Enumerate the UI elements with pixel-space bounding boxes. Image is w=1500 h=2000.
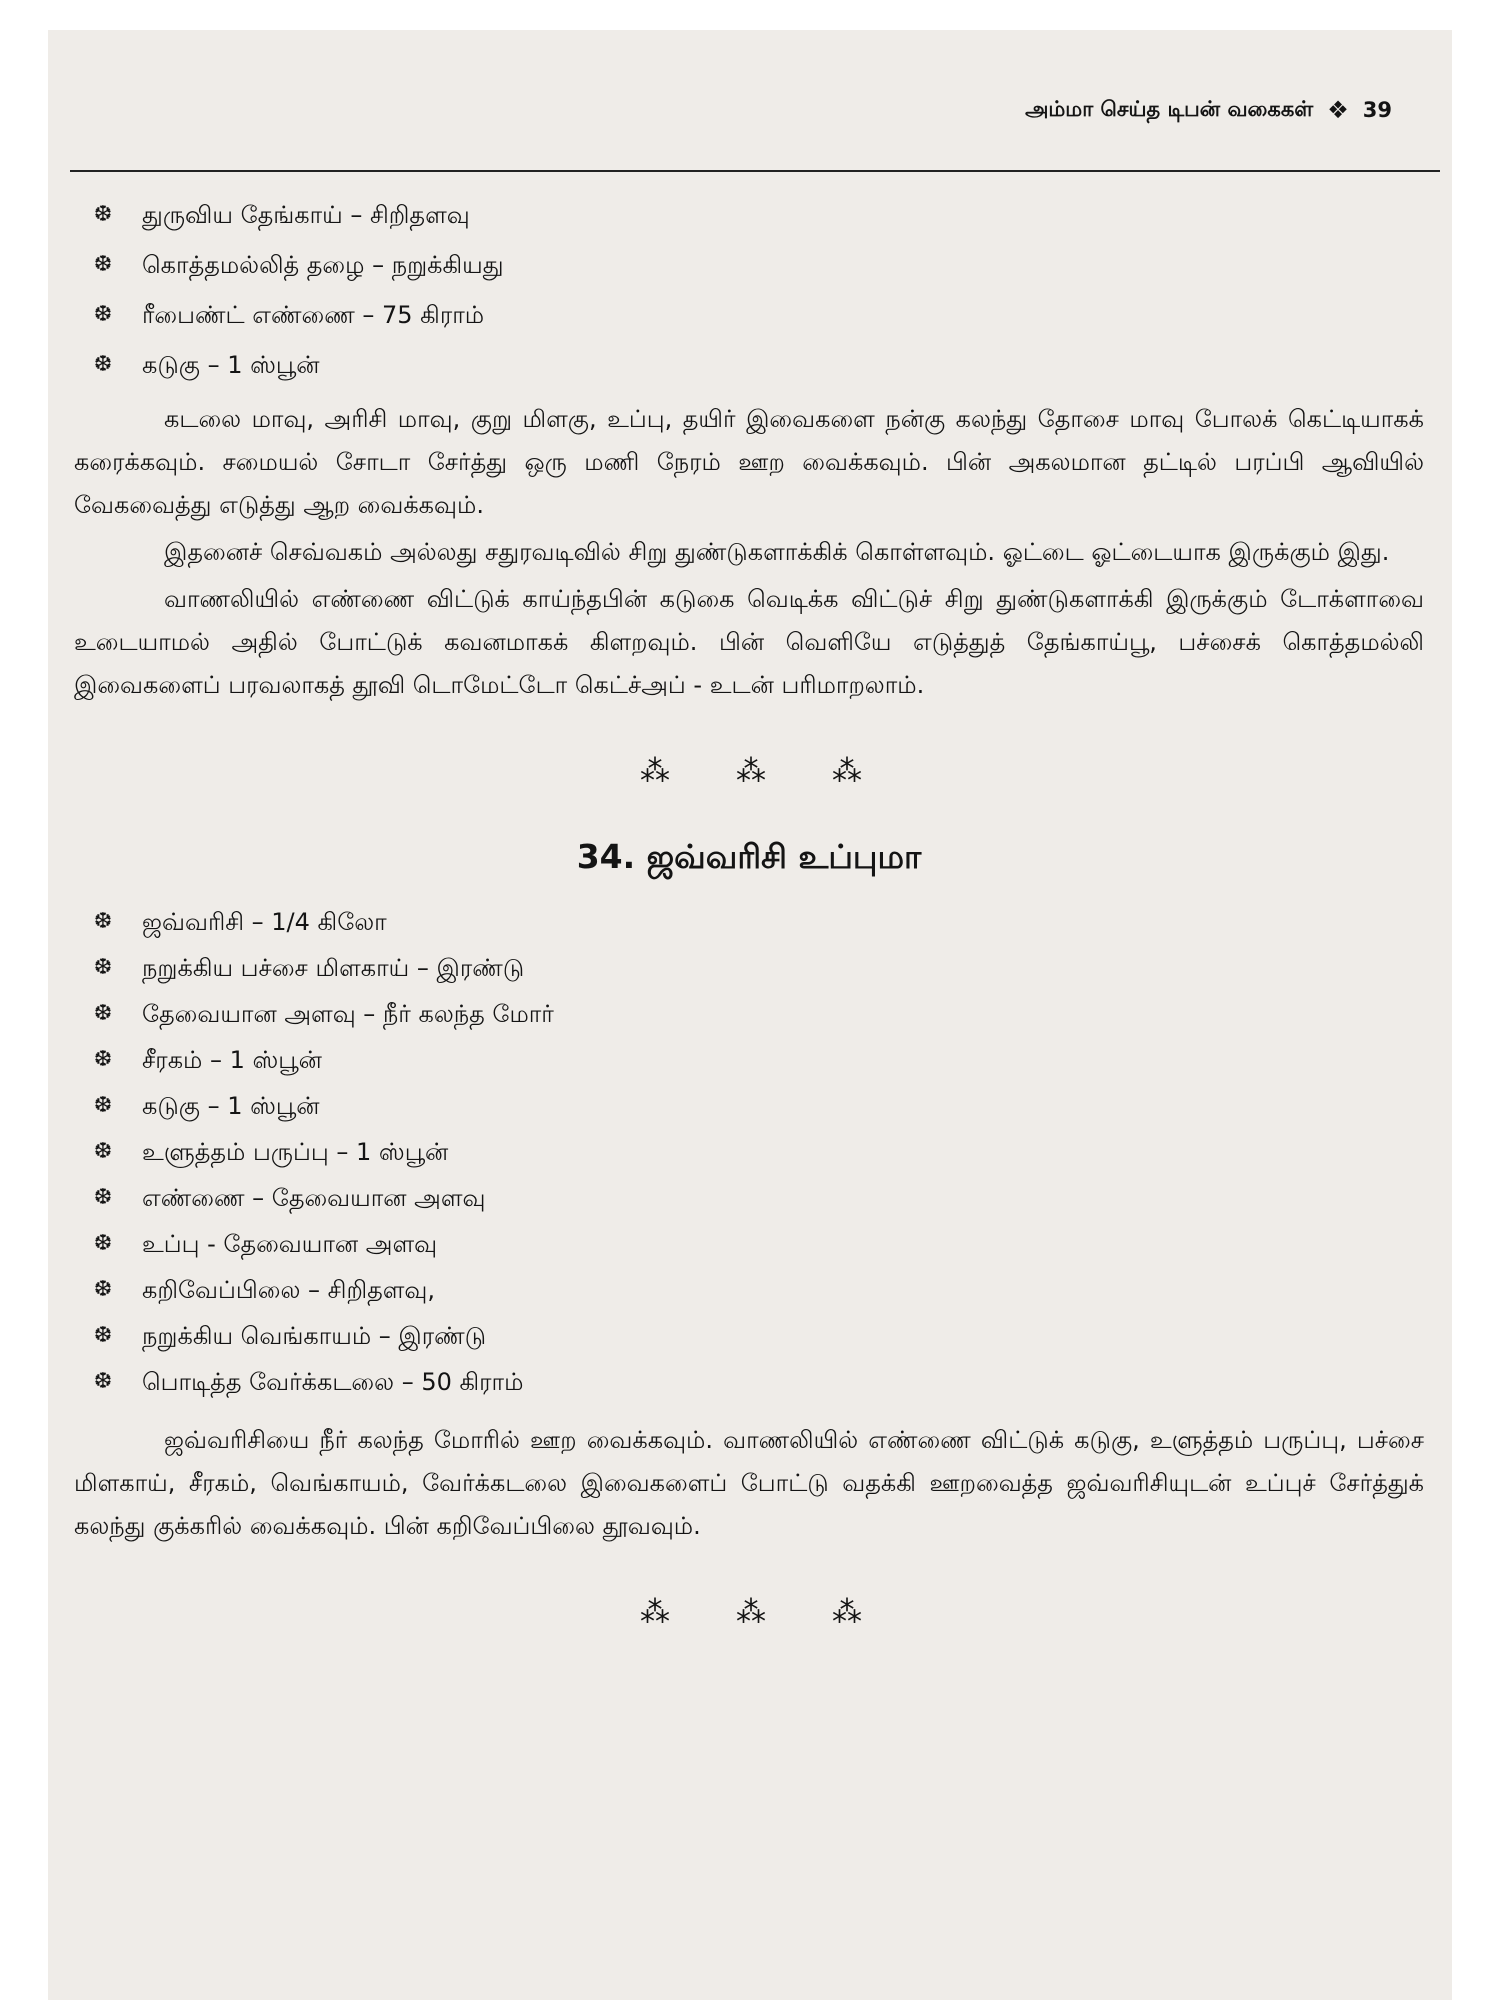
ingredient-list-top xyxy=(74,190,1424,390)
paragraph: ஜவ்வரிசியை நீர் கலந்த மோரில் ஊற வைக்கவும். வாணலியில் எண்ணை விட்டுக் கடுகு, உளுத்தம் பருப்பு, பச்சை மிளகாய், சீரகம், வெங்காயம், வேர்க்கடலை இவைகளைப் போட்டு வதக்கி ஊறவைத்த ஜவ்வரிசியுடன் உப்புச் சேர்த்துக் கலந்து குக்கரில் வைக்கவும். பின் கறிவேப்பிலை தூவவும். xyxy=(74,1426,1424,1540)
ornament-icon: ❖ xyxy=(1327,96,1349,124)
separator-ornament-icon: ⁂ xyxy=(640,1594,666,1630)
snowflake-bullet-icon: ❆ xyxy=(93,352,113,377)
ingredient-list-recipe xyxy=(74,899,1424,1405)
list-item: ❆ தேவையான அளவு – நீர் கலந்த மோர் xyxy=(74,991,1424,1037)
list-item: ❆ கொத்தமல்லித் தழை – நறுக்கியது xyxy=(74,240,1424,290)
list-item: ❆ எண்ணை – தேவையான அளவு xyxy=(74,1175,1424,1221)
separator-ornament-icon: ⁂ xyxy=(832,1594,858,1630)
snowflake-bullet-icon: ❆ xyxy=(93,302,113,327)
book-title: அம்மா செய்த டிபன் வகைகள் xyxy=(1025,96,1314,121)
section-separator xyxy=(74,741,1424,801)
list-item: ❆ கடுகு – 1 ஸ்பூன் xyxy=(74,340,1424,390)
list-item: ❆ நறுக்கிய பச்சை மிளகாய் – இரண்டு xyxy=(74,945,1424,991)
list-item: ❆ நறுக்கிய வெங்காயம் – இரண்டு xyxy=(74,1313,1424,1359)
header-rule xyxy=(70,170,1440,172)
list-item: ❆ பொடித்த வேர்க்கடலை – 50 கிராம் xyxy=(74,1359,1424,1405)
book-page xyxy=(48,30,1452,2000)
snowflake-bullet-icon: ❆ xyxy=(93,1369,113,1394)
snowflake-bullet-icon: ❆ xyxy=(93,202,113,227)
list-item: ❆ ஜவ்வரிசி – 1/4 கிலோ xyxy=(74,899,1424,945)
snowflake-bullet-icon: ❆ xyxy=(93,1185,113,1210)
list-item: ❆ சீரகம் – 1 ஸ்பூன் xyxy=(74,1037,1424,1083)
recipe-title: 34. ஜவ்வரிசி உப்புமா xyxy=(576,837,922,876)
list-item: ❆ உளுத்தம் பருப்பு – 1 ஸ்பூன் xyxy=(74,1129,1424,1175)
page-content xyxy=(74,190,1424,1642)
snowflake-bullet-icon: ❆ xyxy=(93,1093,113,1118)
paragraph: கடலை மாவு, அரிசி மாவு, குறு மிளகு, உப்பு, தயிர் இவைகளை நன்கு கலந்து தோசை மாவு போலக் கெட்டியாகக் கரைக்கவும். சமையல் சோடா சேர்த்து ஒரு மணி நேரம் ஊற வைக்கவும். பின் அகலமான தட்டில் பரப்பி ஆவியில் வேகவைத்து எடுத்து ஆற வைக்கவும். xyxy=(74,405,1424,519)
separator-ornament-icon: ⁂ xyxy=(832,753,858,789)
paragraph: வாணலியில் எண்ணை விட்டுக் காய்ந்தபின் கடுகை வெடிக்க விட்டுச் சிறு துண்டுகளாக்கி இருக்கும் டோக்ளாவை உடையாமல் அதில் போட்டுக் கவனமாகக் கிளறவும். பின் வெளியே எடுத்துத் தேங்காய்பூ, பச்சைக் கொத்தமல்லி இவைகளைப் பரவலாகத் தூவி டொமேட்டோ கெட்ச்அப் - உடன் பரிமாறலாம். xyxy=(74,585,1424,699)
paragraph: இதனைச் செவ்வகம் அல்லது சதுரவடிவில் சிறு துண்டுகளாக்கிக் கொள்ளவும். ஓட்டை ஓட்டையாக இருக்கும் இது. xyxy=(164,538,1390,566)
snowflake-bullet-icon: ❆ xyxy=(93,909,113,934)
running-header xyxy=(1025,96,1392,124)
snowflake-bullet-icon: ❆ xyxy=(93,1047,113,1072)
list-item: ❆ கறிவேப்பிலை – சிறிதளவு, xyxy=(74,1267,1424,1313)
list-item: ❆ ரீபைண்ட் எண்ணை – 75 கிராம் xyxy=(74,290,1424,340)
separator-ornament-icon: ⁂ xyxy=(736,1594,762,1630)
list-item: ❆ உப்பு - தேவையான அளவு xyxy=(74,1221,1424,1267)
page-number: 39 xyxy=(1362,98,1392,122)
snowflake-bullet-icon: ❆ xyxy=(93,1277,113,1302)
section-separator xyxy=(74,1582,1424,1642)
separator-ornament-icon: ⁂ xyxy=(736,753,762,789)
snowflake-bullet-icon: ❆ xyxy=(93,1001,113,1026)
separator-ornament-icon: ⁂ xyxy=(640,753,666,789)
snowflake-bullet-icon: ❆ xyxy=(93,1139,113,1164)
snowflake-bullet-icon: ❆ xyxy=(93,1323,113,1348)
snowflake-bullet-icon: ❆ xyxy=(93,252,113,277)
list-item: ❆ துருவிய தேங்காய் – சிறிதளவு xyxy=(74,190,1424,240)
snowflake-bullet-icon: ❆ xyxy=(93,955,113,980)
snowflake-bullet-icon: ❆ xyxy=(93,1231,113,1256)
list-item: ❆ கடுகு – 1 ஸ்பூன் xyxy=(74,1083,1424,1129)
